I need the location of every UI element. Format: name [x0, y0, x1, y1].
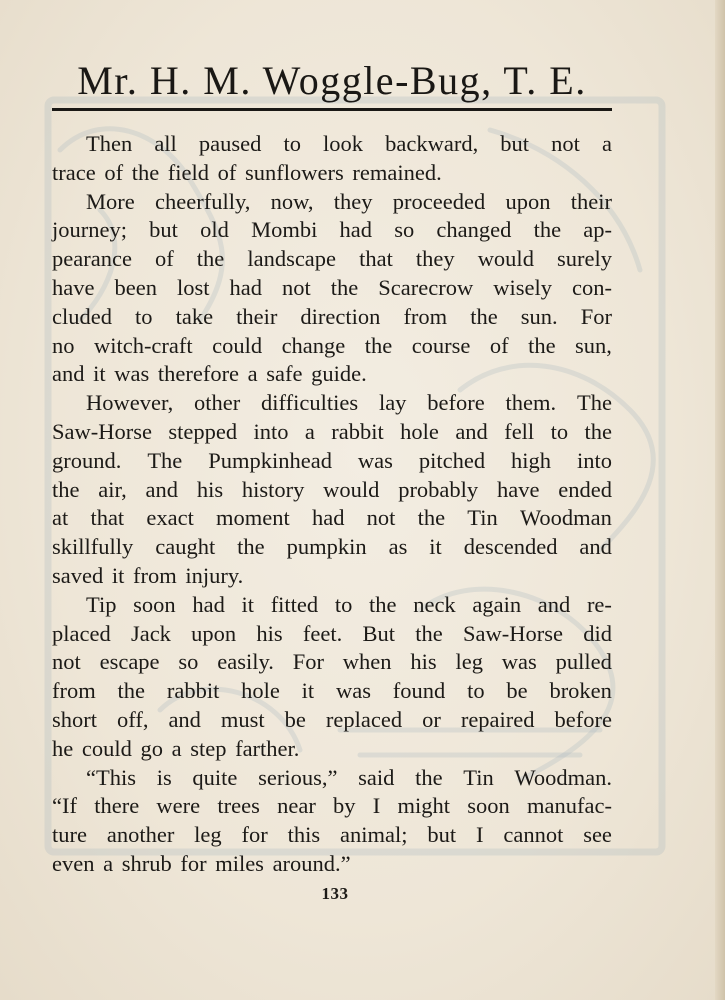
text-line: “If there were trees near by I might soon manufac- [52, 793, 612, 819]
text-line: ground. The Pumpkinhead was pitched high into [52, 447, 612, 473]
page-number: 133 [321, 884, 349, 903]
text-line: have been lost had not the Scarecrow wisely con- [52, 274, 612, 300]
text-line: Tip soon had it fitted to the neck again and re- [86, 591, 612, 617]
text-line: cluded to take their direction from the sun. For [52, 303, 612, 329]
text-line: “This is quite serious,” said the Tin Woodman. [86, 764, 612, 790]
header-rule [52, 108, 612, 111]
text-line: the air, and his history would probably have ended [52, 476, 612, 502]
text-line: not escape so easily. For when his leg was pulled [52, 649, 612, 675]
text-line: from the rabbit hole it was found to be broken [52, 678, 612, 704]
text-line: at that exact moment had not the Tin Woodman [52, 505, 612, 531]
text-line: Then all paused to look backward, but not a [86, 131, 612, 156]
page-edge [715, 0, 725, 1000]
body-text [52, 130, 612, 879]
text-line: skillfully caught the pumpkin as it descended and [52, 534, 612, 560]
text-line: pearance of the landscape that they would surely [52, 246, 612, 272]
text-line: saved it from injury. [52, 562, 244, 588]
text-line: placed Jack upon his feet. But the Saw-Horse did [52, 620, 612, 646]
text-line: ture another leg for this animal; but I cannot see [52, 822, 612, 848]
running-title: Mr. H. M. Woggle-Bug, T. E. [77, 58, 587, 103]
text-line: and it was therefore a safe guide. [52, 361, 367, 387]
text-line: journey; but old Mombi had so changed the ap- [52, 217, 612, 243]
text-line: he could go a step farther. [52, 735, 300, 761]
text-line: no witch-craft could change the course of the sun, [52, 332, 612, 358]
text-line: short off, and must be replaced or repaired before [52, 706, 612, 732]
running-header [52, 58, 612, 111]
text-line: However, other difficulties lay before them. The [86, 390, 612, 416]
text-line: More cheerfully, now, they proceeded upon their [86, 188, 612, 214]
text-line: even a shrub for miles around.” [52, 850, 351, 876]
text-line: trace of the field of sunflowers remained. [52, 159, 442, 185]
text-line: Saw-Horse stepped into a rabbit hole and fell to the [52, 418, 612, 444]
